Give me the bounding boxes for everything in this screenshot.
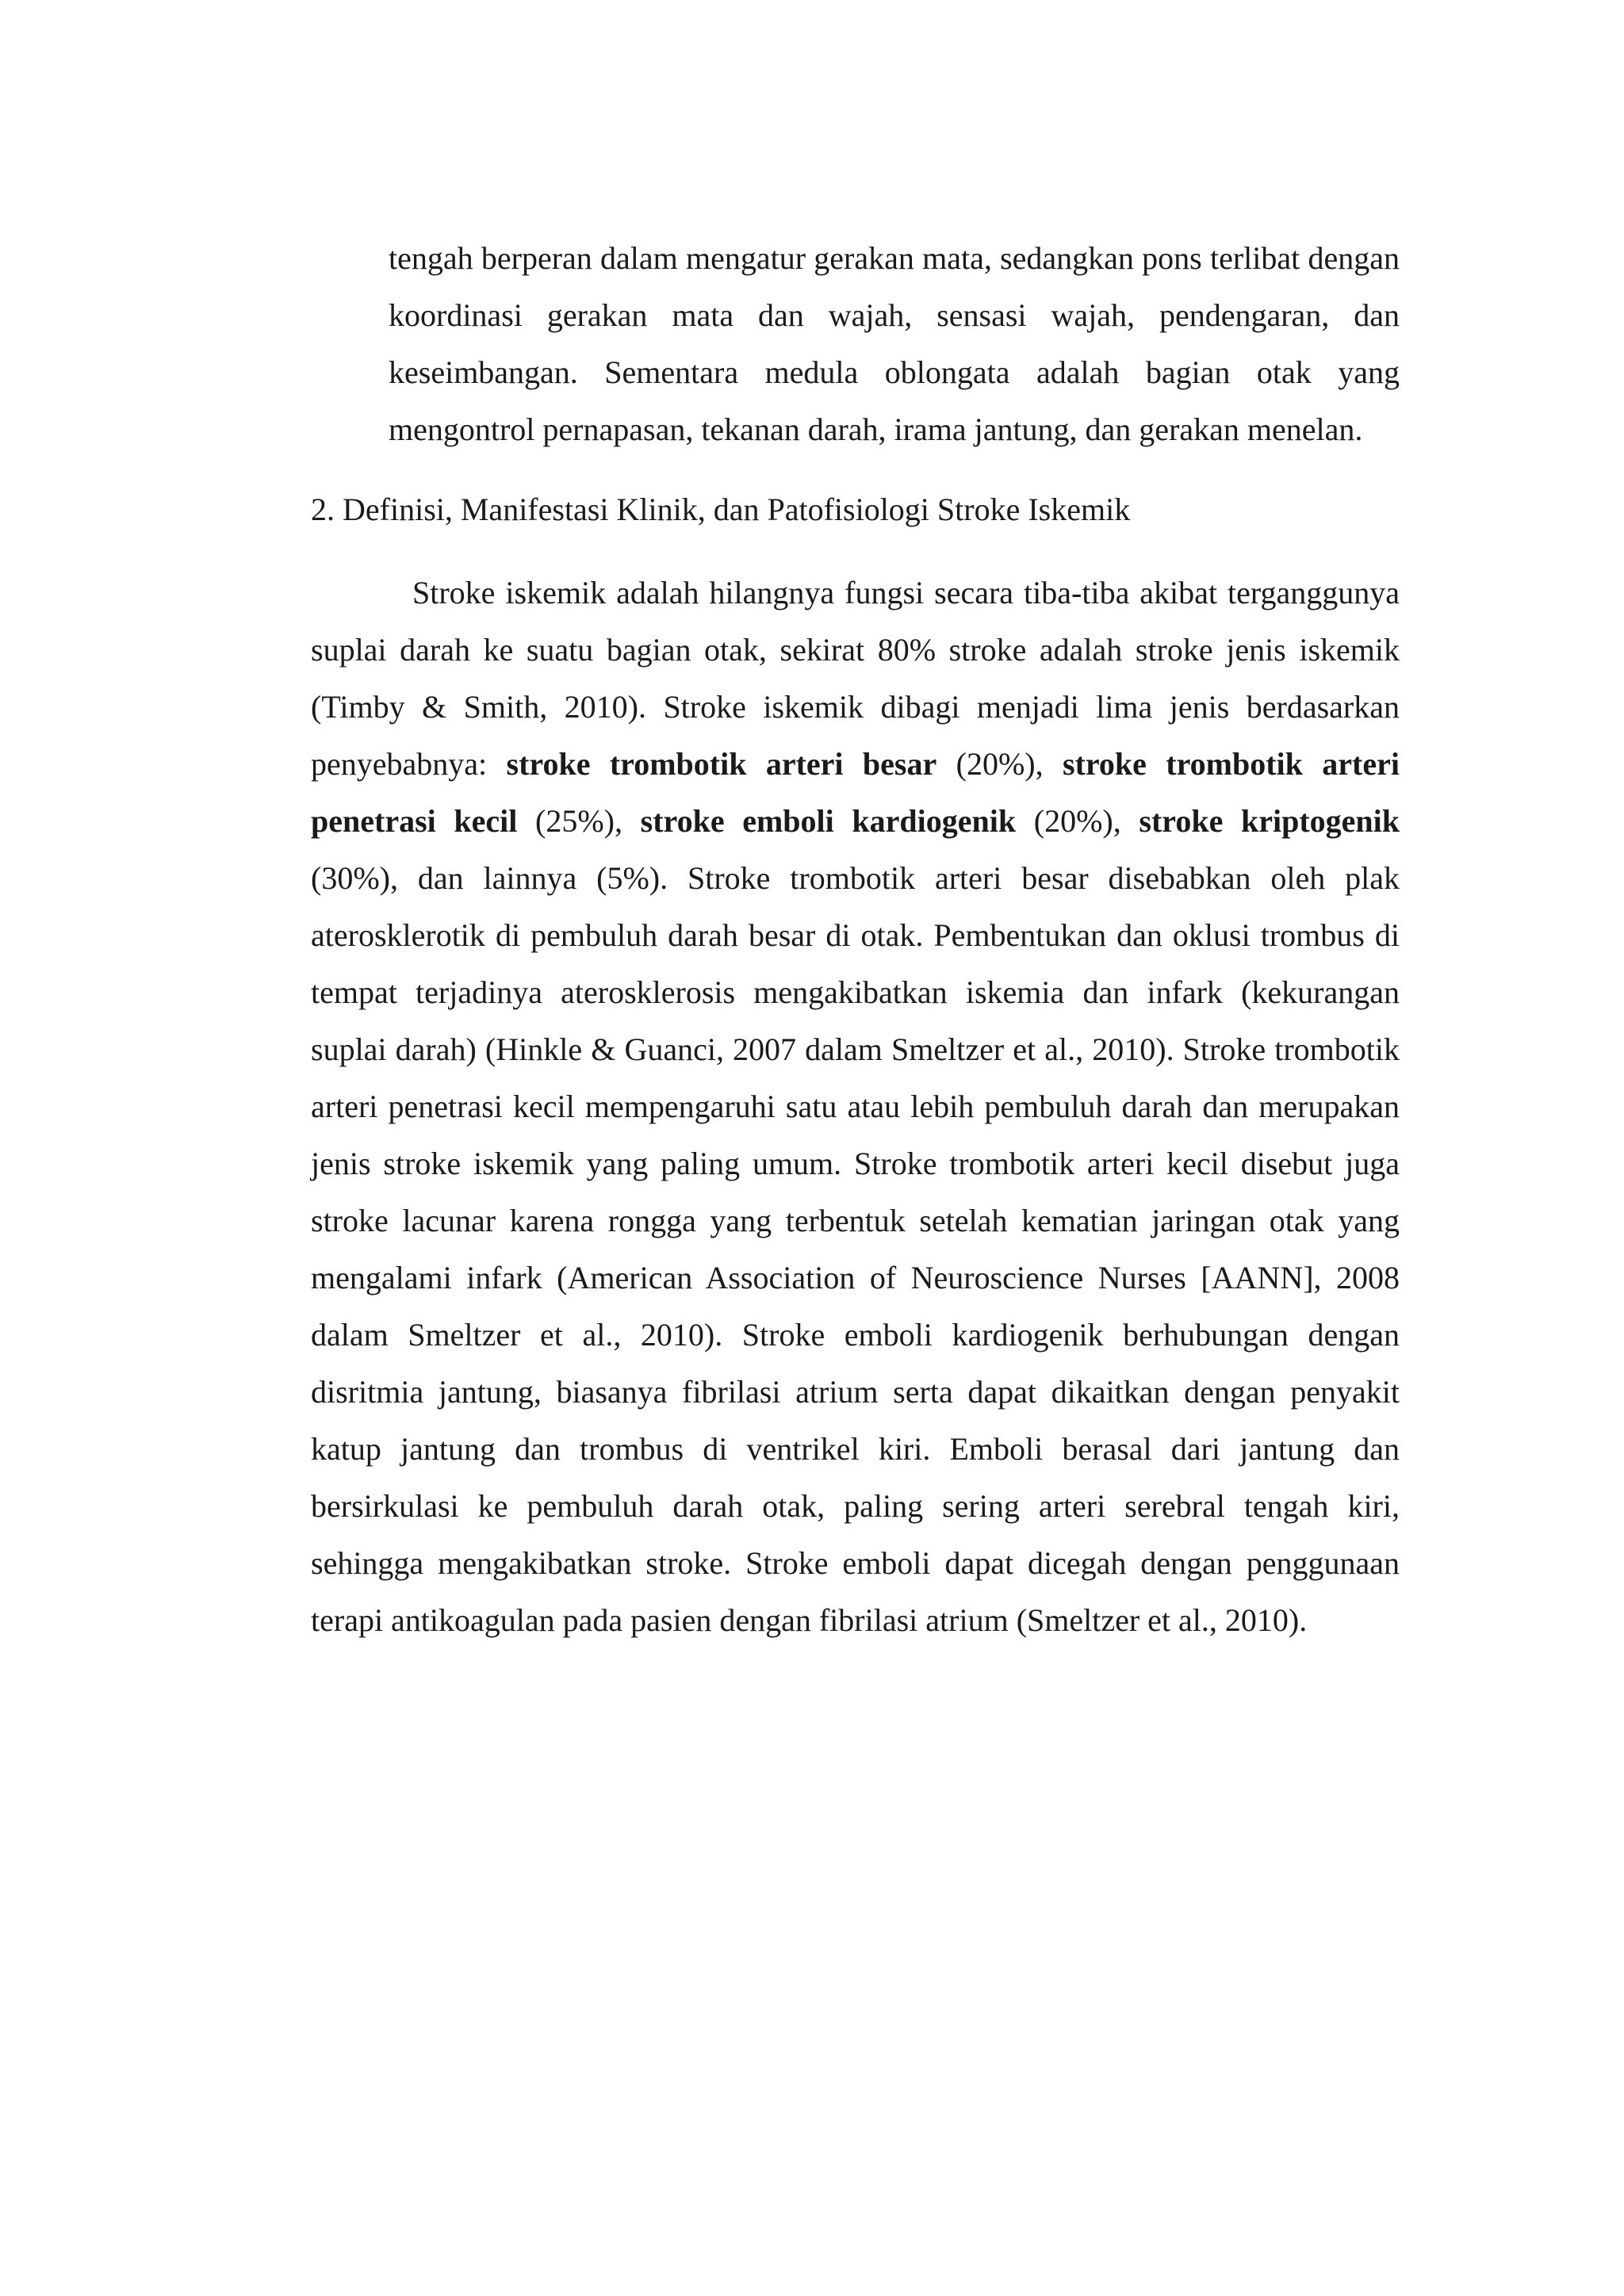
bold-term-small-artery: stroke trombotik arteri penetrasi kecil xyxy=(311,746,1400,839)
paragraph-text-4: (20%), xyxy=(1016,803,1139,839)
continued-paragraph: tengah berperan dalam mengatur gerakan mata, sedangkan pons terlibat dengan koordinasi gerakan mata dan wajah, sensasi wajah, pendengaran, dan keseimbangan. Sementara medula oblongata adalah bagian otak yang mengontrol pernapasan, tekanan darah, irama jantung, dan gerakan menelan. xyxy=(389,240,1400,447)
section-heading: 2. Definisi, Manifestasi Klinik, dan Patofisiologi Stroke Iskemik xyxy=(311,492,1131,527)
paragraph-text-5: (30%), dan lainnya (5%). Stroke trombotik arteri besar disebabkan oleh plak aterosklerotik di pembuluh darah besar di otak. Pembentukan dan oklusi trombus di tempat terjadinya aterosklerosis mengakibatkan iskemia dan infark (kekurangan suplai darah) (Hinkle & Guanci, 2007 dalam Smeltzer et al., 2010). Stroke trombotik arteri penetrasi kecil mempengaruhi satu atau lebih pembuluh darah dan merupakan jenis stroke iskemik yang paling umum. Stroke trombotik arteri kecil disebut juga stroke lacunar karena rongga yang terbentuk setelah kematian jaringan otak yang mengalami infark (American Association of Neuroscience Nurses [AANN], 2008 dalam Smeltzer et al., 2010). Stroke emboli kardiogenik berhubungan dengan disritmia jantung, biasanya fibrilasi atrium serta dapat dikaitkan dengan penyakit katup jantung dan trombus di ventrikel kiri. Emboli berasal dari jantung dan bersirkulasi ke pembuluh darah otak, paling sering arteri serebral tengah kiri, sehingga mengakibatkan stroke. Stroke emboli dapat dicegah dengan penggunaan terapi antikoagulan pada pasien dengan fibrilasi atrium (Smeltzer et al., 2010). xyxy=(311,860,1400,1638)
bold-term-cryptogenic: stroke kriptogenik xyxy=(1139,803,1400,839)
paragraph-text-2: (20%), xyxy=(936,746,1063,782)
bold-term-large-artery: stroke trombotik arteri besar xyxy=(506,746,937,782)
paragraph-text-1: Stroke iskemik adalah hilangnya fungsi secara tiba-tiba akibat terganggunya suplai darah ke suatu bagian otak, sekirat 80% stroke adalah stroke jenis iskemik (Timby & Smith, 2010). Stroke iskemik dibagi menjadi lima jenis berdasarkan penyebabnya: xyxy=(311,575,1400,782)
body-paragraph xyxy=(311,564,1400,1649)
paragraph-text-3: (25%), xyxy=(517,803,641,839)
bold-term-cardioembolic: stroke emboli kardiogenik xyxy=(640,803,1017,839)
